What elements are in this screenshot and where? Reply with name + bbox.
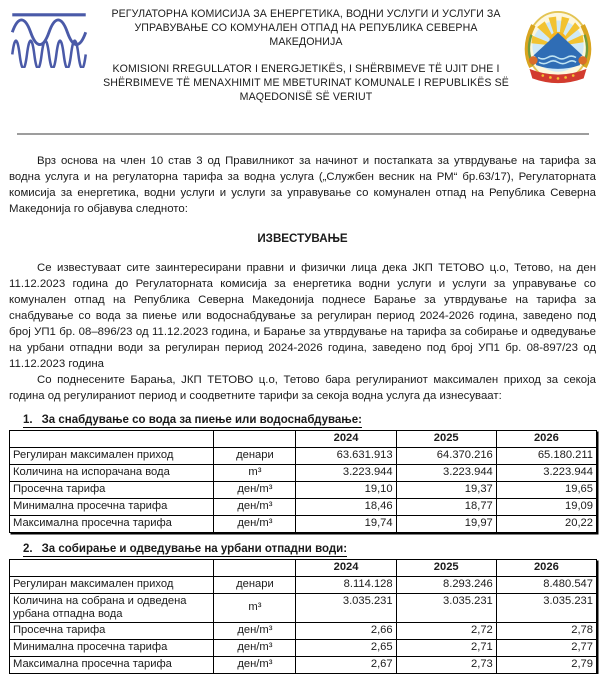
row-unit: ден/m³: [214, 515, 296, 532]
org-title-macedonian: РЕГУЛАТОРНА КОМИСИЈА ЗА ЕНЕРГЕТИКА, ВОДНИ УСЛУГИ И УСЛУГИ ЗА УПРАВУВАЊЕ СО КОМУНАЛЕН ОТПАД НА РЕПУБЛИКА СЕВЕРНА МАКЕДОНИЈА: [111, 8, 501, 48]
row-value: 65.180.211: [496, 447, 596, 464]
row-value: 3.223.944: [496, 464, 596, 481]
row-value: 2,73: [396, 656, 496, 673]
row-value: 2,79: [496, 656, 596, 673]
request-paragraph: Со поднесените Барања, ЈКП ТЕТОВО ц.о, Тетово бара регулираниот максимален приход за секоја година од регулираниот период и соодветните тарифи за секоја водна услуга да изнесуваат:: [9, 373, 596, 402]
table-row: [10, 464, 597, 481]
year-header: 2026: [496, 430, 596, 447]
section-1-title: За снабдување со вода за пиење или водоснабдување:: [41, 413, 362, 426]
wastewater-tariff-table: [9, 559, 597, 674]
row-value: 2,72: [396, 622, 496, 639]
empty-header-cell: [10, 559, 214, 576]
row-label: Просечна тарифа: [10, 622, 214, 639]
letterhead: [0, 0, 604, 105]
row-value: 19,74: [296, 515, 396, 532]
row-value: 2,78: [496, 622, 596, 639]
coat-of-arms-north-macedonia-icon: [520, 8, 596, 88]
document-body: [0, 153, 604, 674]
row-label: Количина на собрана и одведена урбана отпадна вода: [10, 593, 214, 622]
year-header: 2025: [396, 559, 496, 576]
water-waves-logo-icon: [8, 10, 90, 68]
table-header-row: [10, 559, 597, 576]
table-row: [10, 498, 597, 515]
row-value: 8.114.128: [296, 576, 396, 593]
legal-basis-paragraph: Врз основа на член 10 став 3 од Правилникот за начинот и постапката за утврдување на тарифа за водна услуга и на регулаторна тарифа за водна услуга („Службен весник на РМ“ бр.63/17), Регулаторната комисија за енергетика, водни услуги и услуги за управување со комунален отпад на Република Северна Македонија го објавува следното:: [9, 154, 596, 215]
header-divider: [17, 133, 589, 135]
row-value: 3.035.231: [396, 593, 496, 622]
year-header: 2026: [496, 559, 596, 576]
row-value: 3.223.944: [396, 464, 496, 481]
row-unit: денари: [214, 447, 296, 464]
commission-logo: [8, 6, 96, 73]
row-value: 64.370.216: [396, 447, 496, 464]
row-unit: m³: [214, 464, 296, 481]
section-2-title: За собирање и одведување на урбани отпадни води:: [41, 542, 348, 555]
year-header: 2025: [396, 430, 496, 447]
table-row: [10, 622, 597, 639]
row-value: 19,10: [296, 481, 396, 498]
row-value: 19,37: [396, 481, 496, 498]
table-header-row: [10, 430, 597, 447]
row-unit: ден/m³: [214, 622, 296, 639]
row-value: 3.035.231: [296, 593, 396, 622]
row-value: 19,65: [496, 481, 596, 498]
row-value: 8.480.547: [496, 576, 596, 593]
row-unit: ден/m³: [214, 498, 296, 515]
section-1-number: 1.: [23, 413, 33, 426]
row-value: 3.223.944: [296, 464, 396, 481]
section-2-number: 2.: [23, 542, 33, 555]
row-value: 63.631.913: [296, 447, 396, 464]
row-value: 18,46: [296, 498, 396, 515]
empty-header-cell: [214, 430, 296, 447]
table-row: [10, 593, 597, 622]
row-label: Минимална просечна тарифа: [10, 639, 214, 656]
row-label: Просечна тарифа: [10, 481, 214, 498]
water-supply-tariff-table: [9, 430, 597, 533]
table-row: [10, 639, 597, 656]
row-value: 2,66: [296, 622, 396, 639]
row-value: 2,65: [296, 639, 396, 656]
org-title-albanian: KOMISIONI RREGULLATOR I ENERGJETIKËS, I SHËRBIMEVE TË UJIT DHE I SHËRBIMEVE TË MENAXHIMIT ME MBETURINAT KOMUNALE I REPUBLIKËS SË MAQEDONISË SË VERIUT: [103, 62, 509, 103]
row-value: 2,67: [296, 656, 396, 673]
year-header: 2024: [296, 559, 396, 576]
notice-paragraph: Се известуваат сите заинтересирани правни и физички лица дека ЈКП ТЕТОВО ц.о, Тетово, на ден 11.12.2023 година до Регулаторната комисија за енергетика водни услуги и услуги за управување со комунален отпад на Република Северна Македонија поднесе Барање за утврдување на тарифа за снабдување со вода за пиење или водоснабдување за регулиран период 2024-2026 година, заведено под број УП1 бр. 08–896/23 од 11.12.2023 година, и Барање за утврдување на тарифа за собирање и одведување на урбани отпадни води за регулиран период 2024-2026 година, заведено под број УП1 бр. 08-897/23 од 11.12.2023 година: [9, 261, 596, 370]
table-row: [10, 656, 597, 673]
row-value: 3.035.231: [496, 593, 596, 622]
row-unit: денари: [214, 576, 296, 593]
row-value: 19,97: [396, 515, 496, 532]
row-label: Максимална просечна тарифа: [10, 656, 214, 673]
empty-header-cell: [214, 559, 296, 576]
notice-title: ИЗВЕСТУВАЊЕ: [257, 231, 348, 245]
state-emblem: [516, 6, 600, 88]
row-unit: ден/m³: [214, 481, 296, 498]
section-1-heading: [23, 413, 596, 427]
table-row: [10, 515, 597, 532]
row-value: 2,71: [396, 639, 496, 656]
table-row: [10, 481, 597, 498]
section-2-heading: [23, 542, 596, 556]
empty-header-cell: [10, 430, 214, 447]
row-label: Регулиран максимален приход: [10, 447, 214, 464]
row-value: 18,77: [396, 498, 496, 515]
year-header: 2024: [296, 430, 396, 447]
row-label: Количина на испорачана вода: [10, 464, 214, 481]
row-unit: m³: [214, 593, 296, 622]
row-unit: ден/m³: [214, 639, 296, 656]
row-value: 8.293.246: [396, 576, 496, 593]
row-value: 20,22: [496, 515, 596, 532]
row-label: Регулиран максимален приход: [10, 576, 214, 593]
row-label: Максимална просечна тарифа: [10, 515, 214, 532]
row-label: Минимална просечна тарифа: [10, 498, 214, 515]
table-row: [10, 447, 597, 464]
org-titles: [96, 6, 516, 105]
row-value: 2,77: [496, 639, 596, 656]
row-value: 19,09: [496, 498, 596, 515]
row-unit: ден/m³: [214, 656, 296, 673]
